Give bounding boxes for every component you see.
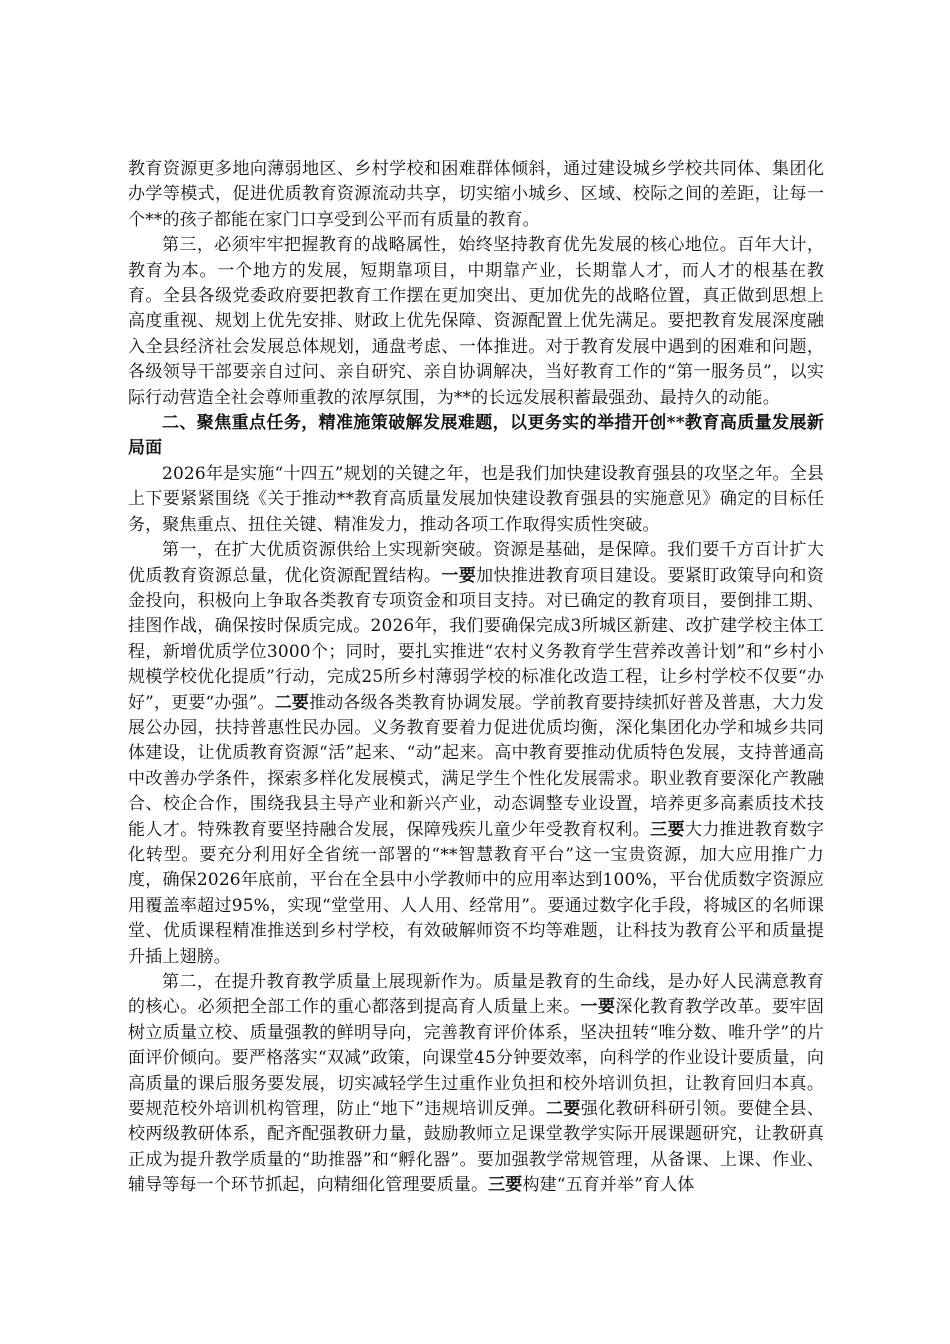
- emphasis-lead: 三要: [488, 1175, 523, 1196]
- paragraph-text: 大力推进教育数字化转型。要充分利用好全省统一部署的“**智慧教育平台”这一宝贵资源，加大应用推广力度，确保2026年底前，平台在全县中小学教师中的应用率达到100%，平台优质数字资源应用覆盖率超过95%，实现“堂堂用、人人用、经常用”。要通过数字化手段，将城区的名师课堂、优质课程精准推送到乡村学校，有效破解师资不均等难题，让科技为教育公平和质量提升插上翅膀。: [128, 819, 824, 967]
- paragraph: [128, 233, 824, 411]
- emphasis-lead: 三要: [650, 819, 685, 840]
- paragraph-text: 第二，在提升教育教学质量上展现新作为。质量是教育的生命线，是办好人民满意教育的核心。必须把全部工作的重心都落到提高育人质量上来。: [128, 972, 824, 1018]
- paragraph-text: 加快推进教育项目建设。要紧盯政策导向和资金投向，积极向上争取各类教育专项资金和项目支持。对已确定的教育项目，要倒排工期、挂图作战，确保按时保质完成。2026年，我们要确保完成3所城区新建、改扩建学校主体工程，新增优质学位3000个；同时，要扎实推进“农村义务教育学生营养改善计划”和“乡村小规模学校优化提质”行动，完成25所乡村薄弱学校的标准化改造工程，让乡村学校不仅要“办好”，更要“办强”。: [128, 565, 824, 713]
- emphasis-lead: 一要: [580, 997, 616, 1018]
- paragraph: [128, 538, 824, 970]
- paragraph-text: 构建“五育并举”育人体: [522, 1175, 695, 1196]
- paragraph-text: 第一，在扩大优质资源供给上实现新突破。资源是基础，是保障。我们要千方百计扩大优质教育资源总量，优化资源配置结构。: [128, 540, 824, 586]
- emphasis-lead: 二要: [546, 1099, 581, 1120]
- paragraph-text: 2026年是实施“十四五”规划的关键之年，也是我们加快建设教育强县的攻坚之年。全县上下要紧紧围绕《关于推动**教育高质量发展加快建设教育强县的实施意见》确定的目标任务，聚焦重点、扭住关键、精准发力，推动各项工作取得实质性突破。: [128, 463, 824, 535]
- emphasis-lead: 一要: [441, 565, 477, 586]
- paragraph-text: 教育资源更多地向薄弱地区、乡村学校和困难群体倾斜，通过建设城乡学校共同体、集团化办学等模式，促进优质教育资源流动共享，切实缩小城乡、区域、校际之间的差距，让每一个**的孩子都能在家门口享受到公平而有质量的教育。: [128, 159, 824, 230]
- section-heading: [128, 411, 824, 462]
- paragraph-text: 强化教研科研引领。要健全县、校两级教研体系，配齐配强教研力量，鼓励教师立足课堂教学实际开展课题研究，让教研真正成为提升教学质量的“助推器”和“孵化器”。要加强教学常规管理，从备课、上课、作业、辅导等每一个环节抓起，向精细化管理要质量。: [128, 1099, 824, 1196]
- paragraph-text: 深化教育教学改革。要牢固树立质量立校、质量强教的鲜明导向，完善教育评价体系，坚决扭转“唯分数、唯升学”的片面评价倾向。要严格落实“双减”政策，向课堂45分钟要效率，向科学的作业设计要质量，向高质量的课后服务要发展，切实减轻学生过重作业负担和校外培训负担，让教育回归本真。要规范校外培训机构管理，防止“地下”违规培训反弹。: [128, 997, 824, 1120]
- document-page: [128, 157, 824, 1199]
- section-heading-text: 二、聚焦重点任务，精准施策破解发展难题，以更务实的举措开创**教育高质量发展新局面: [128, 413, 824, 459]
- paragraph: [128, 970, 824, 1199]
- emphasis-lead: 二要: [274, 692, 310, 713]
- paragraph: [128, 157, 824, 233]
- paragraph-text: 第三，必须牢牢把握教育的战略属性，始终坚持教育优先发展的核心地位。百年大计，教育为本。一个地方的发展，短期靠项目，中期靠产业，长期靠人才，而人才的根基在教育。全县各级党委政府要把教育工作摆在更加突出、更加优先的战略位置，真正做到思想上高度重视、规划上优先安排、财政上优先保障、资源配置上优先满足。要把教育发展深度融入全县经济社会发展总体规划，通盘考虑、一体推进。对于教育发展中遇到的困难和问题，各级领导干部要亲自过问、亲自研究、亲自协调解决，当好教育工作的“第一服务员”，以实际行动营造全社会尊师重教的浓厚氛围，为**的长远发展积蓄最强劲、最持久的动能。: [128, 235, 824, 408]
- paragraph: [128, 462, 824, 538]
- paragraph-text: 推动各级各类教育协调发展。学前教育要持续抓好普及普惠，大力发展公办园，扶持普惠性民办园。义务教育要着力促进优质均衡，深化集团化办学和城乡共同体建设，让优质教育资源“活”起来、“动”起来。高中教育要推动优质特色发展，支持普通高中改善办学条件，探索多样化发展模式，满足学生个性化发展需求。职业教育要深化产教融合、校企合作，围绕我县主导产业和新兴产业，动态调整专业设置，培养更多高素质技术技能人才。特殊教育要坚持融合发展，保障残疾儿童少年受教育权利。: [128, 692, 825, 840]
